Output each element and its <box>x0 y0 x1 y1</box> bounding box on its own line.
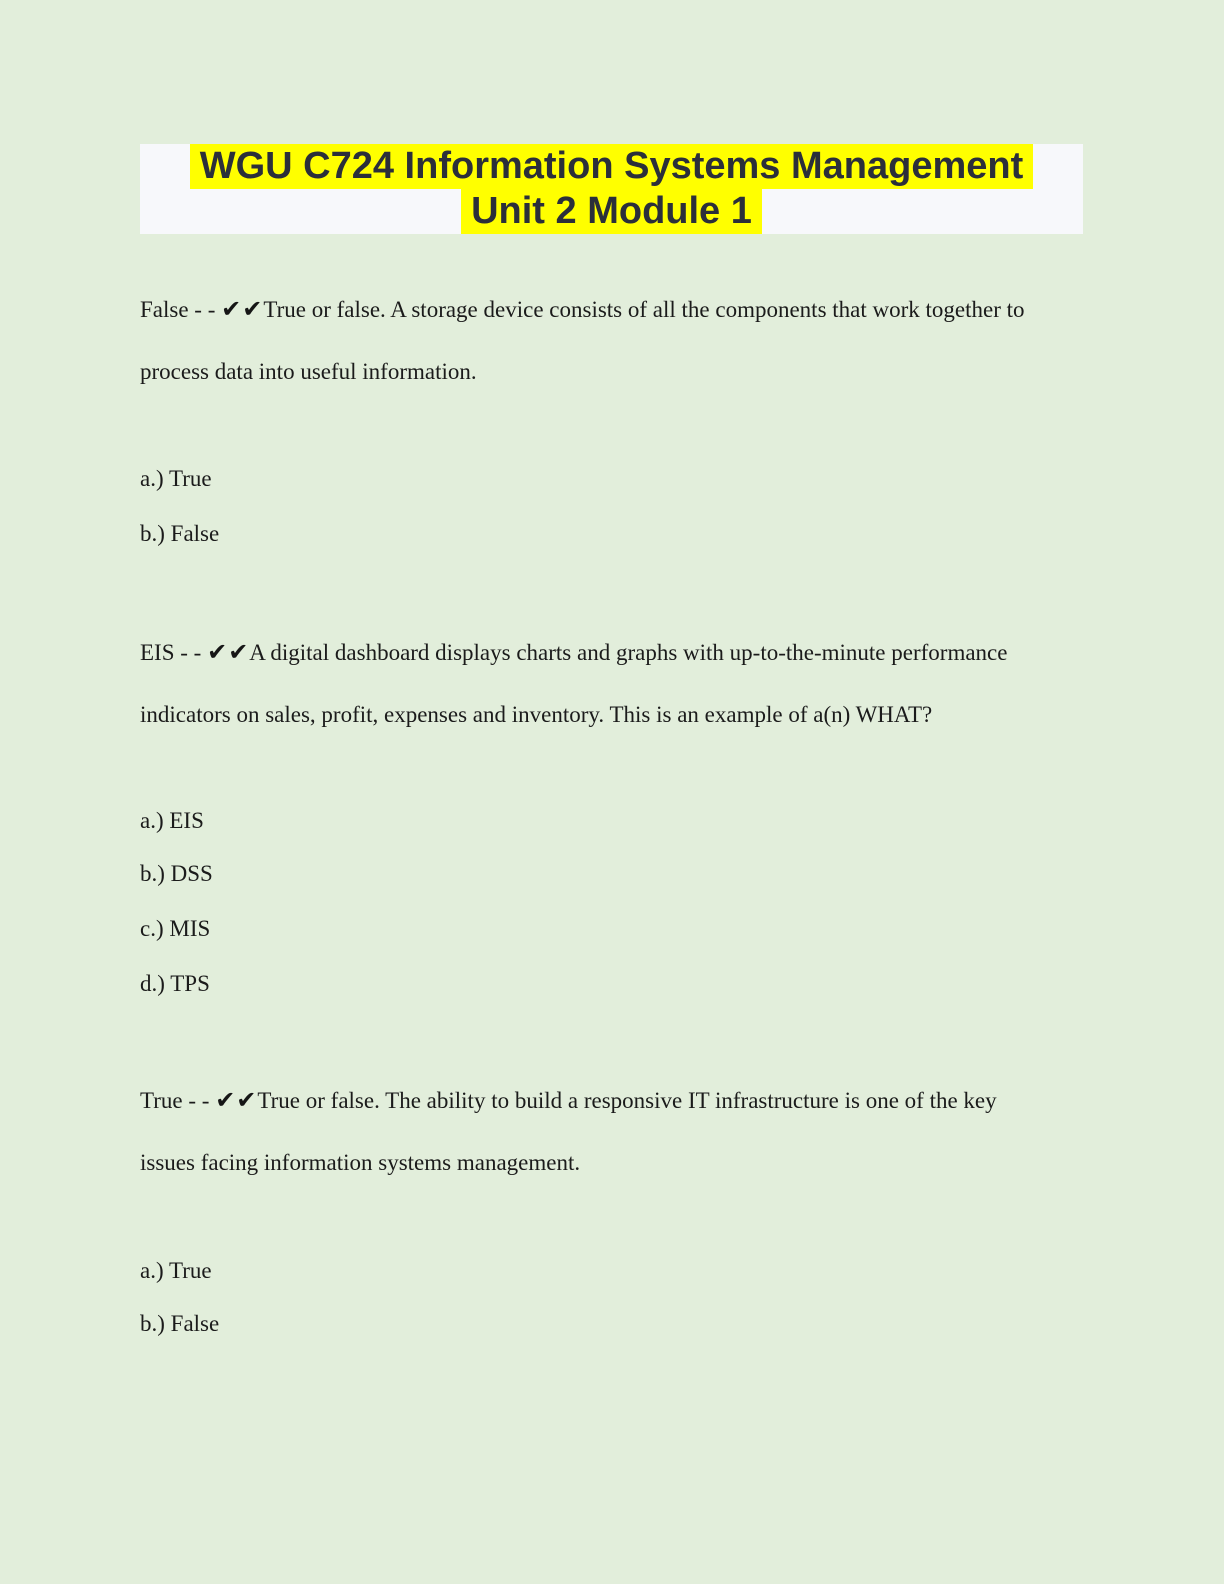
question-2-line-1: A digital dashboard displays charts and graphs with up-to-the-minute performance <box>249 640 1008 665</box>
question-2-option-d: d.) TPS <box>140 971 210 996</box>
checkmark-icon: ✔✔ <box>221 295 264 323</box>
question-3-line-2: issues facing information systems management. <box>140 1150 581 1175</box>
question-3-option-b: b.) False <box>140 1311 220 1336</box>
question-3-option-a: a.) True <box>140 1258 212 1283</box>
question-2-line-2: indicators on sales, profit, expenses and inventory. This is an example of a(n) WHAT? <box>140 702 933 727</box>
question-1-answer: False - - <box>140 297 222 322</box>
question-2-option-b: b.) DSS <box>140 861 213 886</box>
highlighted-title-text-2: Unit 2 Module 1 <box>461 189 762 234</box>
title-panel <box>140 144 1083 234</box>
question-1-text <box>140 278 1025 403</box>
question-1-option-b: b.) False <box>140 521 220 546</box>
question-1-option-a: a.) True <box>140 466 212 491</box>
checkmark-icon: ✔✔ <box>215 1086 258 1114</box>
question-2-answer: EIS - - <box>140 640 208 665</box>
question-2-text <box>140 621 1007 746</box>
question-3-line-1: True or false. The ability to build a responsive IT infrastructure is one of the key <box>257 1088 997 1113</box>
question-2-option-c: c.) MIS <box>140 916 211 941</box>
page-title-line-2 <box>140 189 1083 234</box>
question-1-line-2: process data into useful information. <box>140 359 477 384</box>
question-2-option-a: a.) EIS <box>140 808 204 833</box>
page-title-line-1 <box>140 144 1083 189</box>
question-3-text <box>140 1069 997 1194</box>
question-3-answer: True - - <box>140 1088 216 1113</box>
highlighted-title-text-1: WGU C724 Information Systems Management <box>190 144 1034 189</box>
checkmark-icon: ✔✔ <box>207 638 250 666</box>
question-1-line-1: True or false. A storage device consists of all the components that work together to <box>263 297 1025 322</box>
